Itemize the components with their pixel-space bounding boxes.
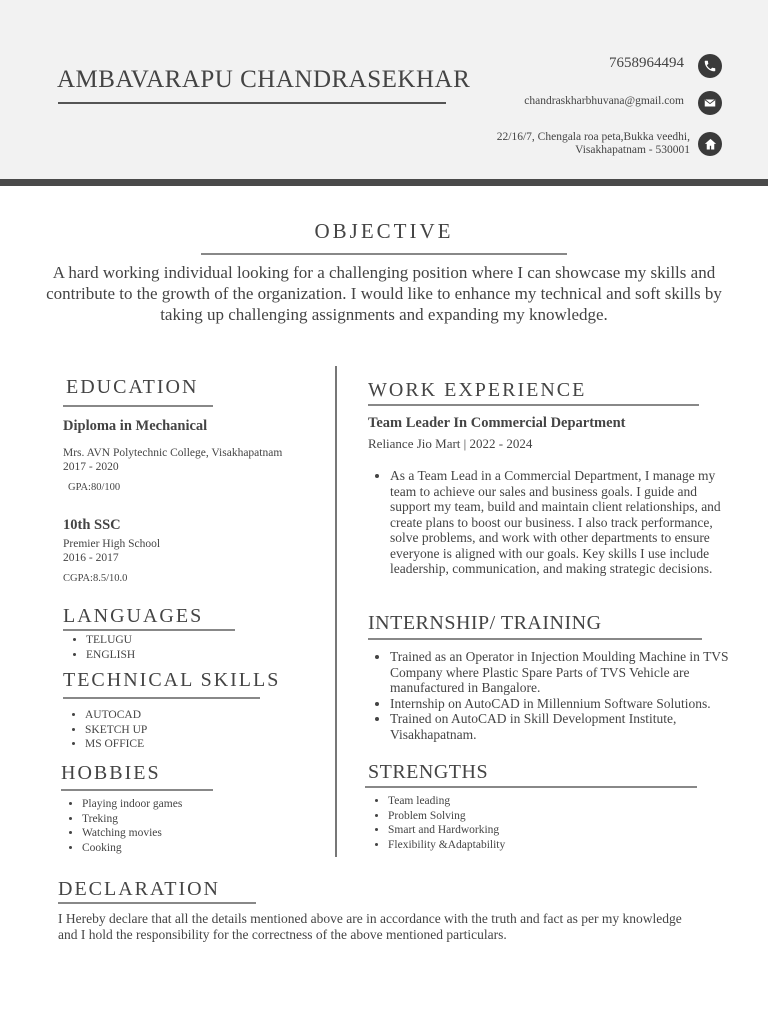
list-item: • ENGLISH — [86, 648, 328, 663]
list-item: • SKETCH UP — [85, 723, 327, 738]
job-company: Reliance Jio Mart | 2022 - 2024 — [368, 436, 533, 451]
education-degree: 10th SSC — [63, 517, 121, 533]
list-item: • TELUGU — [86, 633, 328, 648]
hobbies-rule — [61, 789, 213, 791]
envelope-icon — [698, 91, 722, 115]
strengths-list — [370, 794, 690, 852]
list-item: • Treking — [82, 812, 324, 827]
education-heading: EDUCATION — [66, 376, 199, 398]
list-item: • Problem Solving — [388, 809, 690, 824]
internship-rule — [368, 638, 702, 640]
list-item: • Cooking — [82, 841, 324, 856]
phone-number: 7658964494 — [609, 55, 684, 71]
work-experience-list — [372, 468, 734, 577]
candidate-name: AMBAVARAPU CHANDRASEKHAR — [57, 66, 471, 93]
list-item: • Flexibility &Adaptability — [388, 838, 690, 853]
list-item: • AUTOCAD — [85, 708, 327, 723]
education-score: CGPA:8.5/10.0 — [63, 573, 128, 584]
declaration-heading: DECLARATION — [58, 878, 220, 900]
list-item: • Smart and Hardworking — [388, 823, 690, 838]
email-address: chandraskharbhuvana@gmail.com — [524, 95, 684, 107]
objective-heading: OBJECTIVE — [314, 219, 454, 243]
strengths-heading: STRENGTHS — [368, 761, 489, 783]
technical-skills-heading: TECHNICAL SKILLS — [63, 669, 281, 691]
languages-rule — [63, 629, 235, 631]
list-item: • Trained on AutoCAD in Skill Development Institute, Visakhapatnam. — [390, 711, 738, 742]
list-item: • Trained as an Operator in Injection Moulding Machine in TVS Company where Plastic Spare Parts of TVS Vehicle are manufactured in Bangalore. — [390, 649, 738, 696]
hobbies-list — [64, 797, 324, 855]
declaration-text: I Hereby declare that all the details mentioned above are in accordance with the truth and fact as per my knowledge and I hold the responsibility for the correctness of the above mentioned particulars. — [58, 911, 682, 942]
education-school: Mrs. AVN Polytechnic College, Visakhapatnam — [63, 447, 283, 459]
education-score: GPA:80/100 — [68, 482, 121, 493]
internship-list — [372, 649, 738, 742]
objective-text: A hard working individual looking for a challenging position where I can showcase my skills and contribute to the growth of the organization. I would like to enhance my technical and soft skills by taking up challenging assignments and expanding my knowledge. — [46, 263, 722, 324]
education-degree: Diploma in Mechanical — [63, 418, 208, 434]
languages-list — [68, 633, 328, 662]
header-divider — [0, 179, 768, 186]
column-divider — [335, 366, 337, 857]
list-item: • Playing indoor games — [82, 797, 324, 812]
list-item: • As a Team Lead in a Commercial Department, I manage my team to achieve our sales and business goals. I guide and support my team, build and maintain client relationships, and create plans to boost our business. I also track performance, solve problems, and work with other departments to ensure everyone is aligned with our goals. Key skills I use include leadership, communication, and making strategic decisions. — [390, 468, 734, 577]
list-item: • Internship on AutoCAD in Millennium Software Solutions. — [390, 696, 738, 712]
list-item: • Watching movies — [82, 826, 324, 841]
list-item: • Team leading — [388, 794, 690, 809]
objective-rule — [201, 253, 567, 255]
strengths-rule — [365, 786, 697, 788]
address — [497, 131, 690, 157]
home-icon — [698, 132, 722, 156]
technical-skills-list — [67, 708, 327, 752]
technical-skills-rule — [63, 697, 260, 699]
languages-heading: LANGUAGES — [63, 605, 204, 627]
internship-heading: INTERNSHIP/ TRAINING — [368, 612, 602, 634]
work-experience-heading: WORK EXPERIENCE — [368, 379, 587, 401]
phone-icon — [698, 54, 722, 78]
address-line-1: 22/16/7, Chengala roa peta,Bukka veedhi, — [496, 131, 690, 143]
list-item: • MS OFFICE — [85, 737, 327, 752]
address-line-2: Visakhapatnam - 530001 — [575, 144, 690, 156]
declaration-rule — [58, 902, 256, 904]
name-underline — [58, 102, 446, 104]
education-school: Premier High School — [63, 538, 161, 550]
education-years: 2017 - 2020 — [63, 461, 119, 473]
hobbies-heading: HOBBIES — [61, 762, 161, 784]
education-years: 2016 - 2017 — [63, 552, 119, 564]
education-rule — [63, 405, 213, 407]
job-role: Team Leader In Commercial Department — [368, 415, 626, 431]
work-experience-rule — [368, 404, 699, 406]
